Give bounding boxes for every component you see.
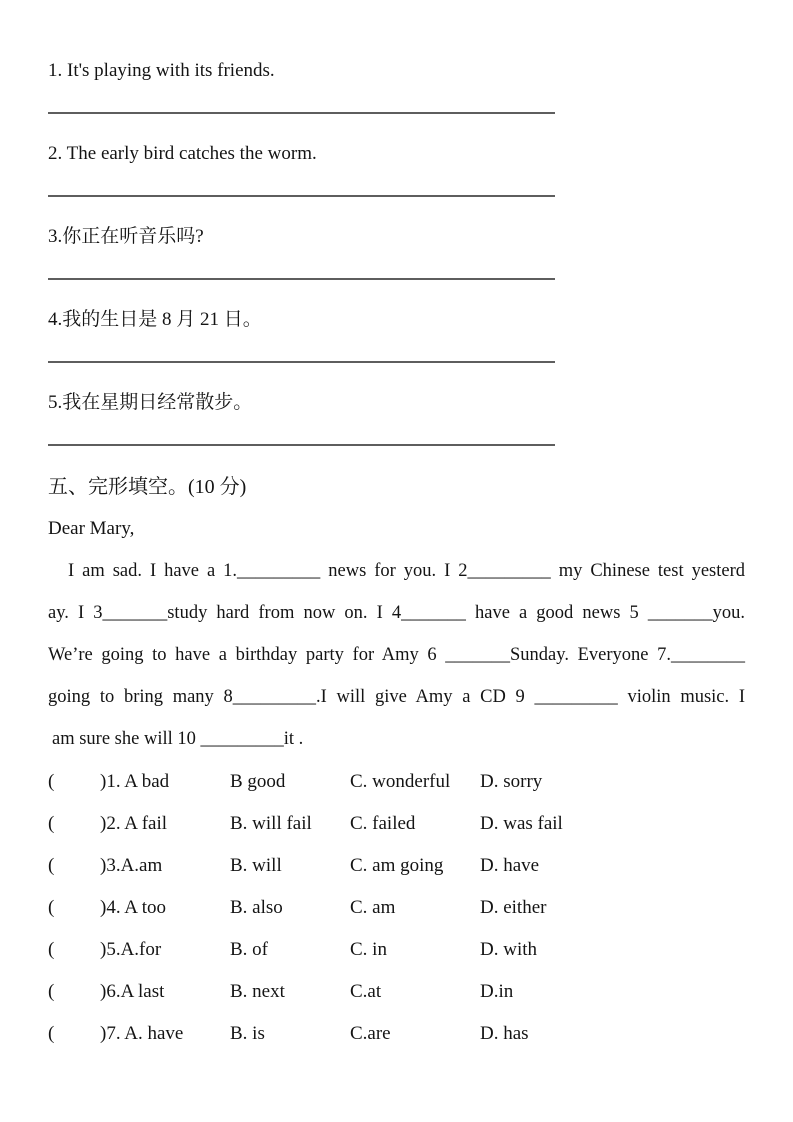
cloze-passage — [48, 550, 745, 760]
option-d: D. sorry — [480, 771, 543, 792]
translation-item-text: 5.我在星期日经常散步。 — [48, 392, 253, 413]
answer-blank-line[interactable] — [48, 361, 555, 363]
option-d: D.in — [480, 981, 514, 1002]
translation-item — [48, 307, 745, 363]
answer-blank-line[interactable] — [48, 278, 555, 280]
translation-item — [48, 58, 745, 114]
translation-item-text: 2. The early bird catches the worm. — [48, 143, 317, 164]
answer-blank-line[interactable] — [48, 112, 555, 114]
option-c: C. in — [350, 939, 387, 960]
option-b: B. also — [230, 897, 283, 918]
option-d: D. was fail — [480, 813, 563, 834]
letter-salutation: Dear Mary, — [48, 518, 135, 539]
option-a: )6.A last — [100, 981, 165, 1002]
option-b: B. next — [230, 981, 285, 1002]
option-c: C.at — [350, 981, 382, 1002]
option-d: D. has — [480, 1023, 529, 1044]
cloze-question-row — [48, 803, 745, 845]
answer-slot[interactable]: ( — [48, 855, 55, 876]
answer-slot[interactable]: ( — [48, 771, 55, 792]
translation-item-text: 4.我的生日是 8 月 21 日。 — [48, 309, 262, 330]
cloze-passage-line: am sure she will 10 _________it . — [52, 729, 304, 749]
cloze-questions — [48, 761, 745, 1055]
answer-blank-line[interactable] — [48, 195, 555, 197]
cloze-passage-line: We’re going to have a birthday party for Amy 6 _______Sunday. Everyone 7.________ — [48, 645, 745, 665]
translation-section — [48, 58, 745, 446]
cloze-question-row — [48, 845, 745, 887]
answer-slot[interactable]: ( — [48, 897, 55, 918]
cloze-question-row — [48, 971, 745, 1013]
cloze-passage-line: I am sad. I have a 1._________ news for you. I 2_________ my Chinese test yesterd — [68, 561, 745, 581]
option-a: )4. A too — [100, 897, 166, 918]
option-b: B. is — [230, 1023, 265, 1044]
option-a: )2. A fail — [100, 813, 168, 834]
option-c: C.are — [350, 1023, 391, 1044]
option-b: B. will — [230, 855, 282, 876]
option-d: D. either — [480, 897, 547, 918]
translation-item — [48, 390, 745, 446]
option-d: D. with — [480, 939, 537, 960]
cloze-question-row — [48, 1013, 745, 1055]
translation-item — [48, 141, 745, 197]
answer-slot[interactable]: ( — [48, 1023, 55, 1044]
option-d: D. have — [480, 855, 540, 876]
option-a: )1. A bad — [100, 771, 170, 792]
cloze-question-row — [48, 761, 745, 803]
cloze-passage-line: ay. I 3_______study hard from now on. I 4_______ have a good news 5 _______you. — [48, 603, 745, 623]
option-c: C. failed — [350, 813, 416, 834]
cloze-question-row — [48, 929, 745, 971]
option-a: )7. A. have — [100, 1023, 184, 1044]
option-b: B. will fail — [230, 813, 312, 834]
translation-item-text: 1. It's playing with its friends. — [48, 60, 275, 81]
answer-slot[interactable]: ( — [48, 813, 55, 834]
answer-blank-line[interactable] — [48, 444, 555, 446]
translation-item — [48, 224, 745, 280]
answer-slot[interactable]: ( — [48, 939, 55, 960]
cloze-section-heading: 五、完形填空。(10 分) — [48, 476, 247, 498]
option-b: B. of — [230, 939, 268, 960]
option-c: C. am going — [350, 855, 444, 876]
answer-slot[interactable]: ( — [48, 981, 55, 1002]
cloze-question-row — [48, 887, 745, 929]
option-a: )5.A.for — [100, 939, 162, 960]
option-b: B good — [230, 771, 286, 792]
translation-item-text: 3.你正在听音乐吗? — [48, 226, 204, 247]
option-a: )3.A.am — [100, 855, 163, 876]
cloze-passage-line: going to bring many 8_________.I will give Amy a CD 9 _________ violin music. I — [48, 687, 745, 707]
option-c: C. am — [350, 897, 396, 918]
option-c: C. wonderful — [350, 771, 451, 792]
